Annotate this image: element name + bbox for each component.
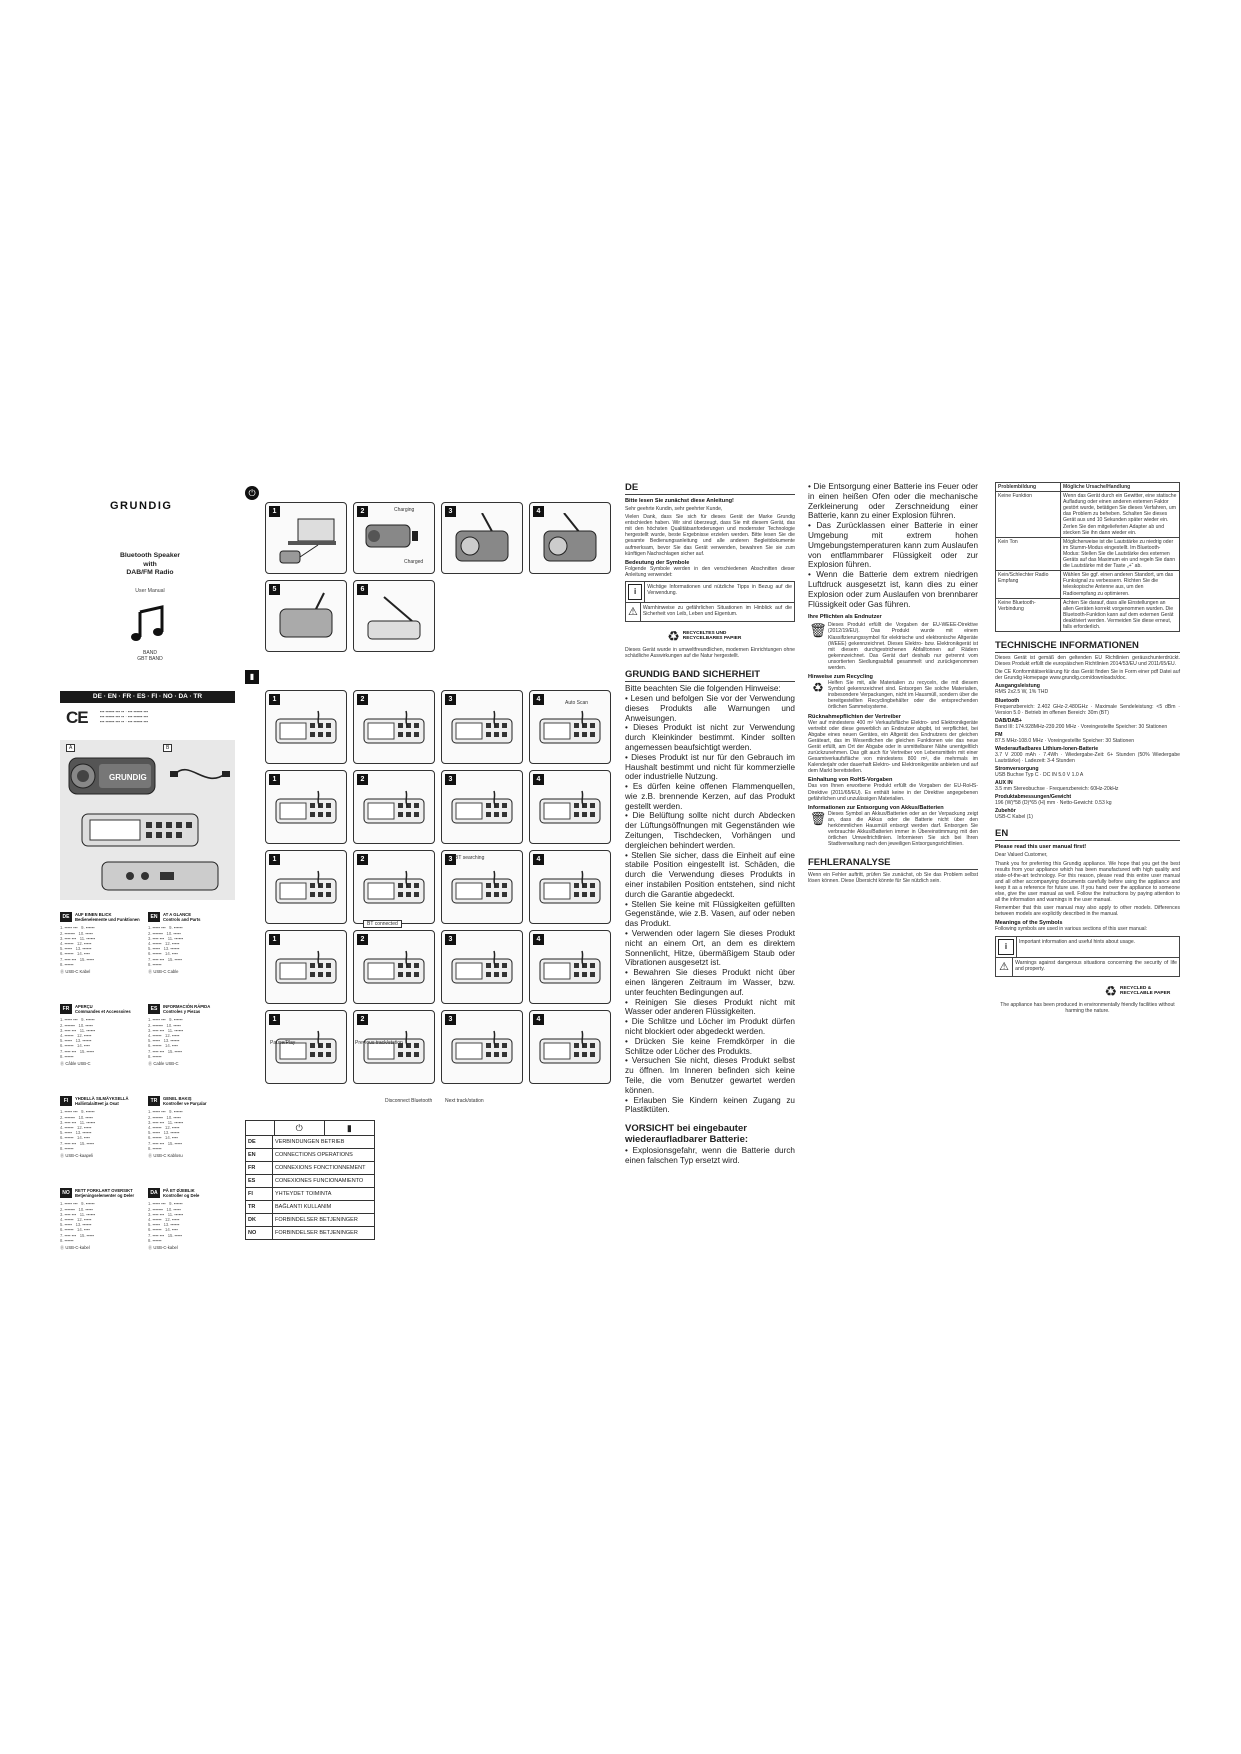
connections-table	[245, 1120, 375, 1240]
parts-cable-note: Ⓑ USB-C Kabel	[60, 969, 91, 975]
de-column-right	[808, 482, 978, 884]
trouble-problem: Kein/Schlechter Radio Empfang	[996, 571, 1061, 598]
tech-spec-key: Zubehör	[995, 808, 1016, 815]
cover-subtitle: User Manual	[135, 588, 165, 594]
trouble-col-problem: Problembildung	[996, 483, 1061, 492]
step-6: 6	[353, 580, 435, 652]
trouble-row	[996, 492, 1180, 538]
warning-icon-en: ⚠	[999, 960, 1010, 973]
de-sym-warn: Warnhinweise zu gefährlichen Situationen im Hinblick auf die Sicherheit von Leib, Leben und Eigentum.	[640, 603, 794, 621]
operation-step: 1	[265, 770, 347, 844]
parts-title: APERÇU	[75, 1004, 93, 1009]
operation-step: 2	[353, 690, 435, 764]
front-panel-illustration	[80, 810, 200, 850]
usb-cable-illustration	[170, 754, 230, 794]
connections-row	[245, 1149, 375, 1162]
operation-step: 4	[529, 690, 611, 764]
connections-code: ES	[248, 1178, 256, 1184]
power-icon: ⏻	[245, 486, 259, 500]
connections-text: BAĞLANTI KULLANIM	[272, 1201, 374, 1213]
de-read-first: Bitte lesen Sie zunächst diese Anleitung!	[625, 498, 734, 504]
de-warn-row	[625, 603, 795, 622]
lang-badge: EN	[148, 912, 160, 922]
operation-step: 1	[265, 690, 347, 764]
safety-bullet: • Stellen Sie sicher, dass die Einheit auf eine stabile Position eingestellt ist. Schäden, die durch die Verwendung dieses Produkts in einer instabilen Position entstehen, sind nicht durch die Garantie abgedeckt.	[625, 851, 795, 900]
parts-cable-note: Ⓑ Cable USB-C	[148, 1061, 179, 1067]
tech-spec	[995, 780, 1180, 792]
batt-disposal-row	[808, 811, 978, 848]
connections-row	[245, 1227, 375, 1240]
de-sym-info: Wichtige Informationen und nützliche Tipps in Bezug auf die Verwendung.	[644, 582, 794, 602]
parts-title: INFORMACIÓN RÁPIDA	[163, 1004, 211, 1009]
tech-spec-key: FM	[995, 731, 1003, 738]
tech-spec	[995, 794, 1180, 806]
pause-play-label: Pause/Play	[270, 1040, 296, 1046]
operation-step: 2	[353, 1010, 435, 1084]
connections-text: YHTEYDET TOIMINTA	[272, 1188, 374, 1200]
connections-row	[245, 1214, 375, 1227]
trouble-cause: Achten Sie darauf, dass alle Einstellungen an allen Geräten korrekt vorgenommen wurden. Die Bluetooth-Funktion kann auf dem externen Gerät deaktiviert werden. Vermeiden Sie diese erneut, falls erforderlich.	[1061, 598, 1180, 631]
language-bar: DE · EN · FR · ES · FI · NO · DA · TR	[60, 691, 235, 703]
en-remember: Remember that this user manual may also apply to other models. Differences between models are explicitly described in the manual.	[995, 905, 1180, 918]
parts-subtitle: Kontroller og Dele	[163, 1193, 200, 1199]
de-recycled-block	[625, 628, 795, 645]
cover-panel	[60, 480, 235, 1320]
en-warn-row	[995, 958, 1180, 977]
de-column-left	[625, 482, 795, 1166]
parts-section	[148, 1004, 232, 1066]
operation-step: 3	[441, 850, 523, 924]
tech-spec-value: USB-C Kabel (1)	[995, 814, 1033, 821]
de-recycle-heading: Hinweise zum Recycling	[808, 674, 873, 681]
en-info-row	[995, 936, 1180, 958]
bt-searching-label: BT searching	[455, 855, 485, 861]
battery-bin-icon: 🗑	[809, 810, 827, 826]
parts-title: AUF EINEN BLICK	[75, 912, 112, 917]
de-take-back-text: Wer auf mindestens 400 m² Verkaufsfläche Elektro- und Elektronikgeräte vertreibt oder diese gewerblich an Endnutzer abgibt, ist verpflichtet, bei Abgabe eines neuen Gerätes, ein Altgerät des Endnutzers der gleichen Geräteart, das im Wesentlichen die gleichen Funktionen wie das neue Gerät erfüllt, am Ort der Abgabe oder in unmittelbarer Nähe unentgeltlich zurückzunehmen. Das gilt auch für Vertreiber von Lebensmitteln mit einer Gesamtverkaufsfläche von mindestens 800 m², die mehrmals im Kalenderjahr oder dauerhaft Elektro- und Elektronikgeräte anbieten und auf dem Markt bereitstellen.	[808, 719, 978, 775]
trouble-problem: Keine Bluetooth-Verbindung	[996, 598, 1061, 631]
music-note-icon	[128, 604, 168, 649]
en-symbols-heading: Meanings of the Symbols	[995, 920, 1063, 927]
en-recycled-block	[995, 983, 1180, 1000]
tech-spec-key: Ausgangsleistung	[995, 683, 1040, 690]
tech-spec-value: 196 (W)*58 (D)*65 (H) mm · Netto-Gewicht: 0.53 kg	[995, 800, 1112, 807]
parts-cable-note: Ⓑ Câble USB-C	[60, 1061, 91, 1067]
tech-spec	[995, 698, 1180, 716]
parts-subtitle: Bedienelemente und Funktionen	[75, 917, 140, 923]
safety-bullet: • Versuchen Sie nicht, dieses Produkt selbst zu öffnen. Im Inneren befinden sich keine Teile, die vom Benutzer gewartet werden können.	[625, 1056, 795, 1095]
steps-panel	[245, 480, 615, 1280]
de-safety-list	[625, 694, 795, 1115]
connections-code: TR	[248, 1204, 256, 1210]
trouble-cause: Wenn das Gerät durch ein Gewitter, eine statische Aufladung oder einen anderen externen Faktor gestört wurde, betätigen Sie dieses Verfahren, um das Problem zu beheben. Schalten Sie dieses Gerät aus und 10 Sekunden später wieder ein. Zerlen Sie den mitgelieferten Adapter ab und stecken Sie ihn dann wieder ein.	[1061, 492, 1180, 538]
trouble-problem: Kein Ton	[996, 537, 1061, 570]
speaker-illustration	[65, 750, 160, 800]
de-heading: DE	[625, 482, 795, 495]
safety-bullet: • Lesen und befolgen Sie vor der Verwendung dieses Produkts alle Warnungen und Anweisungen.	[625, 694, 795, 723]
operation-step: 3	[441, 930, 523, 1004]
weee-bin-icon: 🗑	[809, 622, 827, 639]
de-recycle-text: Helfen Sie mit, alle Materialien zu recyceln, die mit diesem Symbol gekennzeichnet sind. Entsorgen Sie solche Materialien, insbesondere Verpackungen, nicht im Hausmüll, sondern über die bereitgestellten Recyclingbehälter oder die entsprechenden örtlichen Sammelsysteme.	[828, 680, 978, 711]
trouble-table	[995, 482, 1180, 632]
de-battery-list-a	[625, 1146, 795, 1166]
safety-bullet: • Drücken Sie keine Fremdkörper in die Schlitze oder Löcher des Produkts.	[625, 1037, 795, 1057]
de-info-row	[625, 581, 795, 603]
parts-list: 1. ▪▪▪▪▪ ▪▪▪ 9. ▪▪▪▪▪▪ 2. ▪▪▪▪▪▪▪ 10. ▪▪▪▪▪ 3. ▪▪▪▪ ▪▪▪ 11. ▪▪▪▪▪▪ 4. ▪▪▪▪▪▪ 12. ▪▪▪▪▪ 5. ▪▪▪▪▪ 13. ▪▪▪▪▪▪ 6. ▪▪▪▪▪▪ 14. ▪▪▪▪ 7. ▪▪▪▪ ▪▪▪ 15. ▪▪▪▪▪ 8. ▪▪▪▪▪▪	[148, 1201, 184, 1243]
operation-step: 2	[353, 930, 435, 1004]
step-5: 5	[265, 580, 347, 652]
operation-step: 1	[265, 1010, 347, 1084]
model-label: BAND GBT BAND	[137, 650, 163, 662]
tech-spec-value: 87.5 MHz-108.0 MHz · Voreingestellte Speicher: 30 Stationen	[995, 737, 1135, 744]
parts-cable-note: Ⓑ USB-C-kabel	[148, 1245, 178, 1251]
parts-list: 1. ▪▪▪▪▪ ▪▪▪ 9. ▪▪▪▪▪▪ 2. ▪▪▪▪▪▪▪ 10. ▪▪▪▪▪ 3. ▪▪▪▪ ▪▪▪ 11. ▪▪▪▪▪▪ 4. ▪▪▪▪▪▪ 12. ▪▪▪▪▪ 5. ▪▪▪▪▪ 13. ▪▪▪▪▪▪ 6. ▪▪▪▪▪▪ 14. ▪▪▪▪ 7. ▪▪▪▪ ▪▪▪ 15. ▪▪▪▪▪ 8. ▪▪▪▪▪▪	[60, 1109, 96, 1151]
tech-spec-value: RMS 2x2.5 W, 1% THD	[995, 689, 1049, 696]
label-a: A	[66, 744, 75, 752]
parts-list: 1. ▪▪▪▪▪ ▪▪▪ 9. ▪▪▪▪▪▪ 2. ▪▪▪▪▪▪▪ 10. ▪▪▪▪▪ 3. ▪▪▪▪ ▪▪▪ 11. ▪▪▪▪▪▪ 4. ▪▪▪▪▪▪ 12. ▪▪▪▪▪ 5. ▪▪▪▪▪ 13. ▪▪▪▪▪▪ 6. ▪▪▪▪▪▪ 14. ▪▪▪▪ 7. ▪▪▪▪ ▪▪▪ 15. ▪▪▪▪▪ 8. ▪▪▪▪▪▪	[60, 1017, 96, 1059]
right-column	[995, 482, 1180, 1014]
de-rohs-heading: Einhaltung von RoHS-Vorgaben	[808, 777, 893, 784]
lang-badge: FI	[60, 1096, 72, 1106]
parts-list: 1. ▪▪▪▪▪ ▪▪▪ 9. ▪▪▪▪▪▪ 2. ▪▪▪▪▪▪▪ 10. ▪▪▪▪▪ 3. ▪▪▪▪ ▪▪▪ 11. ▪▪▪▪▪▪ 4. ▪▪▪▪▪▪ 12. ▪▪▪▪▪ 5. ▪▪▪▪▪ 13. ▪▪▪▪▪▪ 6. ▪▪▪▪▪▪ 14. ▪▪▪▪ 7. ▪▪▪▪ ▪▪▪ 15. ▪▪▪▪▪ 8. ▪▪▪▪▪▪	[148, 1109, 184, 1151]
device-panel	[60, 740, 235, 900]
parts-section	[60, 912, 144, 974]
safety-bullet: • Bewahren Sie dieses Produkt nicht über einen längeren Zeitraum im Wasser, bzw. unter feuchten Bedingungen auf.	[625, 968, 795, 997]
tech-spec-key: Bluetooth	[995, 697, 1020, 704]
connections-code: FI	[248, 1191, 253, 1197]
safety-bullet: • Die Schlitze und Löcher im Produkt dürfen nicht blockiert oder abgedeckt werden.	[625, 1017, 795, 1037]
connections-text: CONNEXIONS FONCTIONNEMENT	[272, 1162, 374, 1174]
parts-subtitle: Kontroller ve Parçalar	[163, 1101, 207, 1107]
parts-list: 1. ▪▪▪▪▪ ▪▪▪ 9. ▪▪▪▪▪▪ 2. ▪▪▪▪▪▪▪ 10. ▪▪▪▪▪ 3. ▪▪▪▪ ▪▪▪ 11. ▪▪▪▪▪▪ 4. ▪▪▪▪▪▪ 12. ▪▪▪▪▪ 5. ▪▪▪▪▪ 13. ▪▪▪▪▪▪ 6. ▪▪▪▪▪▪ 14. ▪▪▪▪ 7. ▪▪▪▪ ▪▪▪ 15. ▪▪▪▪▪ 8. ▪▪▪▪▪▪	[148, 925, 184, 967]
safety-bullet: • Dieses Produkt ist nicht zur Verwendung durch Kleinkinder bestimmt. Kinder sollten angemessen beaufsichtigt werden.	[625, 723, 795, 752]
lang-badge: FR	[60, 1004, 72, 1014]
de-batt-disposal-text: Dieses Symbol an Akkus/Batterien oder an der Verpackung zeigt an, dass die Akkus oder die Batterie nicht über den herkömmlichen Hausmüll entsorgt werden darf. Entsorgen Sie verbrauchte Akkus/Batterien immer in Übereinstimmung mit den örtlichen Umweltrichtlinien. Informieren Sie sich bei Ihren Stadtverwaltung nach den jeweiligen Entsorgungsrichtlinien.	[828, 810, 978, 848]
parts-title: PÅ ET ØJEBLIK	[163, 1188, 195, 1193]
info-icon-en: i	[998, 939, 1014, 955]
tech-spec	[995, 732, 1180, 744]
tech-spec	[995, 718, 1180, 730]
label-b: B	[163, 744, 172, 752]
de-battery-heading: VORSICHT bei eingebauter wiederaufladbarer Batterie:	[625, 1123, 749, 1146]
parts-title: YHDELLÄ SILMÄYKSELLÄ	[75, 1096, 129, 1101]
operation-step: 4	[529, 770, 611, 844]
connections-text: CONNECTIONS OPERATIONS	[272, 1149, 374, 1161]
safety-bullet: • Verwenden oder lagern Sie dieses Produkt nicht an einem Ort, an dem es direktem Sonnenlicht, Hitze, übermäßigem Staub oder Vibrationen ausgesetzt ist.	[625, 929, 795, 968]
connections-text: FORBINDELSER BETJENINGER	[272, 1227, 374, 1239]
trouble-row	[996, 537, 1180, 570]
connections-text: CONEXIONES FUNCIONAMIENTO	[272, 1175, 374, 1187]
step-2: 2 Charging Charged	[353, 502, 435, 574]
safety-bullet: • Reinigen Sie dieses Produkt nicht mit Wasser oder anderen Flüssigkeiten.	[625, 998, 795, 1018]
parts-section	[148, 912, 232, 974]
parts-cable-note: Ⓑ USB-C-kabel	[60, 1245, 90, 1251]
lang-badge: DE	[60, 912, 72, 922]
trouble-problem: Keine Funktion	[996, 492, 1061, 538]
connections-row	[245, 1201, 375, 1214]
disconnect-label: Disconnect Bluetooth	[385, 1098, 433, 1104]
tech-intro: Dieses Gerät ist gemäß den geltenden EU Richtlinien geräuschunterdrückt. Dieses Produkt erfüllt die europäischen Richtlinien 2014/53/EU und 2011/65/EU.	[995, 655, 1180, 668]
step-4: 4	[529, 502, 611, 574]
previous-track-label: Previous track/station	[355, 1040, 403, 1046]
lang-badge: ES	[148, 1004, 160, 1014]
connections-row	[245, 1136, 375, 1149]
next-track-label: Next track/station	[445, 1098, 484, 1104]
en-sym-warn: Warnings against dangerous situations concerning the security of life and property.	[1012, 958, 1179, 976]
tech-heading: TECHNISCHE INFORMATIONEN	[995, 640, 1180, 653]
operation-step: 3	[441, 1010, 523, 1084]
de-take-back-heading: Rücknahmepflichten der Vertreiber	[808, 713, 901, 720]
trouble-col-cause: Mögliche Ursache/Handlung	[1061, 483, 1180, 492]
connections-code: FR	[248, 1165, 256, 1171]
lang-badge: TR	[148, 1096, 160, 1106]
de-batt-disposal-heading: Informationen zur Entsorgung von Akkus/Batterien	[808, 804, 944, 811]
auto-scan-label: Auto Scan	[565, 700, 589, 706]
tech-spec-value: 3.7 V 2000 mAh · 7.4Wh · Wiedergabe-Zeit: 6+ Stunden (50% Wiedergabe Lautstärke) · Ladezeit: 3-4 Stunden	[995, 751, 1180, 764]
parts-section	[148, 1188, 232, 1250]
lang-badge: NO	[60, 1188, 72, 1198]
operation-step: 3	[441, 690, 523, 764]
operation-step: 4	[529, 1010, 611, 1084]
connections-text: FORBINDELSER BETJENINGER	[272, 1214, 374, 1226]
weee-row	[808, 622, 978, 671]
en-heading: EN	[995, 828, 1180, 841]
operation-step: 4	[529, 930, 611, 1004]
en-greeting: Dear Valued Customer,	[995, 852, 1048, 859]
de-intro: Vielen Dank, dass Sie sich für dieses Gerät der Marke Grundig entschieden haben. Wir sind überzeugt, dass Sie mit diesem Gerät, das mit den höchsten Qualitätsanforderungen und modernster Technologie hergestellt wurde, beste Ergebnisse erzielen werden. Bitte lesen Sie die gesamte Bedienungsanleitung und alle anderen Begleitdokumente aufmerksam, bevor Sie das Gerät verwenden, bewahren Sie sie zum künftigen Nachschlagen sicher auf.	[625, 514, 795, 557]
de-recycled: RECYCELTES UND RECYCELBARES PAPIER	[682, 631, 742, 642]
power-icon-2: ⏻	[274, 1121, 324, 1135]
en-recycled-note: The appliance has been produced in environmentally friendly facilities without harming the nature.	[1000, 1001, 1175, 1014]
tech-spec	[995, 746, 1180, 764]
de-battery-list-b	[808, 482, 978, 609]
bt-connected-label: BT connected	[363, 920, 402, 928]
parts-subtitle: Controles y Piezas	[163, 1009, 201, 1015]
cover-title: Bluetooth Speaker with DAB/FM Radio	[119, 552, 181, 576]
operation-step: 3	[441, 770, 523, 844]
de-trouble-heading: FEHLERANALYSE	[808, 857, 978, 870]
tech-spec-value: Band III: 174.928MHz-239.200 MHz · Voreingestellte Speicher: 30 Stationen	[995, 723, 1168, 730]
parts-list: 1. ▪▪▪▪▪ ▪▪▪ 9. ▪▪▪▪▪▪ 2. ▪▪▪▪▪▪▪ 10. ▪▪▪▪▪ 3. ▪▪▪▪ ▪▪▪ 11. ▪▪▪▪▪▪ 4. ▪▪▪▪▪▪ 12. ▪▪▪▪▪ 5. ▪▪▪▪▪ 13. ▪▪▪▪▪▪ 6. ▪▪▪▪▪▪ 14. ▪▪▪▪ 7. ▪▪▪▪ ▪▪▪ 15. ▪▪▪▪▪ 8. ▪▪▪▪▪▪	[148, 1017, 184, 1059]
parts-title: RETT FORKLART OVERSIKT	[75, 1188, 133, 1193]
de-duties-heading: Ihre Pflichten als Endnutzer	[808, 614, 882, 621]
tech-spec-key: Wiederaufladbares Lithium-Ionen-Batterie	[995, 745, 1099, 752]
recycle-icon-2: ♻	[812, 680, 824, 696]
tech-spec-list	[995, 683, 1180, 820]
book-icon-2: ▮	[324, 1121, 374, 1135]
parts-section	[148, 1096, 232, 1158]
en-intro: Thank you for preferring this Grundig appliance. We hope that you get the best results from your appliance which has been manufactured with high quality and state-of-the-art technology. For this reason, please read this entire user manual and all other accompanying documents carefully before using the appliance and keep it as a reference for future use. If you hand over the appliance to someone else, give the user manual as well. Follow the instructions by paying attention to all the information and warnings in the user manual.	[995, 860, 1180, 904]
tech-spec	[995, 808, 1180, 820]
tech-spec-key: AUX IN	[995, 780, 1013, 787]
tech-spec-value: USB Buchse Typ C · DC IN 5.0 V 1.0 A	[995, 772, 1084, 779]
tech-spec-key: DAB/DAB+	[995, 717, 1022, 724]
de-safety-intro: Bitte beachten Sie die folgenden Hinweise:	[625, 684, 781, 694]
ce-mark-icon: CE	[66, 708, 88, 727]
tech-spec	[995, 766, 1180, 778]
de-rohs-text: Das von Ihnen erworbene Produkt erfüllt die Vorgaben der EU-RoHS-Direktive (2011/65/EU). Es enthält keine in der Direktive angegebenen gefährlichen und unzulässigen Materialien.	[808, 783, 978, 802]
en-recycled: RECYCLED & RECYCLABLE PAPER	[1120, 986, 1171, 996]
connections-row	[245, 1162, 375, 1175]
connections-text: VERBINDUNGEN BETRIEB	[272, 1136, 374, 1148]
connections-code: EN	[248, 1152, 256, 1158]
tech-spec-key: Produktabmessungen/Gewicht	[995, 794, 1072, 801]
battery-bullet: • Die Entsorgung einer Batterie ins Feuer oder in einen heißen Ofen oder die mechanische Zerkleinerung oder Zerschneidung einer Batterie, kann zu einer Explosion führen.	[808, 482, 978, 521]
de-symbols-text: Folgende Symbole werden in den verschiedenen Abschnitten dieser Anleitung verwendet:	[625, 565, 795, 578]
parts-subtitle: Controls and Parts	[163, 917, 201, 923]
trouble-row	[996, 598, 1180, 631]
parts-section	[60, 1004, 144, 1066]
safety-bullet: • Stellen Sie keine mit Flüssigkeiten gefüllten Gegenstände, wie z.B. Vasen, auf oder neben das Produkt.	[625, 900, 795, 929]
connections-row	[245, 1188, 375, 1201]
info-icon: i	[628, 584, 642, 600]
connections-row	[245, 1175, 375, 1188]
connections-code: DK	[248, 1217, 256, 1223]
parts-list: 1. ▪▪▪▪▪ ▪▪▪ 9. ▪▪▪▪▪▪ 2. ▪▪▪▪▪▪▪ 10. ▪▪▪▪▪ 3. ▪▪▪▪ ▪▪▪ 11. ▪▪▪▪▪▪ 4. ▪▪▪▪▪▪ 12. ▪▪▪▪▪ 5. ▪▪▪▪▪ 13. ▪▪▪▪▪▪ 6. ▪▪▪▪▪▪ 14. ▪▪▪▪ 7. ▪▪▪▪ ▪▪▪ 15. ▪▪▪▪▪ 8. ▪▪▪▪▪▪	[60, 925, 96, 967]
step-1: 1	[265, 502, 347, 574]
en-symbols-text: Following symbols are used in various sections of this user manual:	[995, 926, 1148, 933]
trouble-cause: Möglicherweise ist die Lautstärke zu niedrig oder im Stumm-Modus eingestellt. Im Bluetooth-Modus: Stellen Sie die Lautstärke des externen Geräts auf das Maximum ein und regeln Sie dann die Lautstärke mit der Taste „+“ ab.	[1061, 537, 1180, 570]
ce-codes: ▪▪▪ ▪▪▪▪▪▪ ▪▪▪ ▪▪ · ▪▪▪ ▪▪▪▪▪▪ ▪▪▪ ▪▪▪ ▪▪▪▪▪▪ ▪▪▪ ▪▪ · ▪▪▪ ▪▪▪▪▪▪ ▪▪▪ ▪▪▪ ▪▪▪▪▪▪ ▪▪▪ ▪▪ · ▪▪▪ ▪▪▪▪▪▪ ▪▪▪	[100, 709, 149, 725]
recycle-icon: ♻	[667, 627, 680, 644]
connections-code: NO	[248, 1230, 257, 1236]
battery-bullet: • Das Zurücklassen einer Batterie in einer Umgebung mit extrem hohen Umgebungstemperaturen kann zum Auslaufen von entflammbarer Flüssigkeit oder zur Explosion führen.	[808, 521, 978, 570]
de-greeting: Sehr geehrte Kundin, sehr geehrter Kunde,	[625, 506, 723, 512]
warning-icon: ⚠	[628, 605, 638, 618]
safety-bullet: • Die Belüftung sollte nicht durch Abdecken der Lüftungsöffnungen mit Gegenständen wie Zeitungen, Tischdecken, Vorhängen und dergleichen behindert werden.	[625, 811, 795, 850]
tech-doc: Die CE Konformitätserklärung für das Gerät finden Sie in Form einer pdf Datei auf der Grundig Homepage www.grundig.com/downloads/doc.	[995, 669, 1180, 682]
parts-cable-note: Ⓑ USB-C Kablosu	[148, 1153, 183, 1159]
parts-section	[60, 1188, 144, 1250]
recycle-row	[808, 680, 978, 710]
battery-bullet: • Explosionsgefahr, wenn die Batterie durch einen falschen Typ ersetzt wird.	[625, 1146, 795, 1166]
step-3: 3	[441, 502, 523, 574]
operation-step: 2	[353, 770, 435, 844]
safety-bullet: • Dieses Produkt ist nur für den Gebrauch im Haushalt bestimmt und nicht für kommerzielle oder industrielle Nutzung.	[625, 753, 795, 782]
tech-spec	[995, 683, 1180, 695]
operation-step: 1	[265, 930, 347, 1004]
parts-cable-note: Ⓑ USB-C Cable	[148, 969, 179, 975]
parts-title: AT A GLANCE	[163, 912, 191, 917]
safety-bullet: • Es dürfen keine offenen Flammenquellen, wie z.B. brennende Kerzen, auf das Produkt gestellt werden.	[625, 782, 795, 811]
parts-title: GENEL BAKIŞ	[163, 1096, 192, 1101]
back-panel-illustration	[100, 858, 220, 894]
recycle-icon-en: ♻	[1104, 982, 1117, 999]
brand-logo: GRUNDIG	[110, 500, 173, 512]
de-safety-heading: GRUNDIG BAND SICHERHEIT	[625, 669, 795, 682]
trouble-row	[996, 571, 1180, 598]
tech-spec-value: 3.5 mm Stereobuchse · Frequenzbereich: 60Hz-20kHz	[995, 786, 1119, 793]
tech-spec-value: Frequenzbereich: 2.402 GHz-2.480GHz · Maximale Sendeleistung: <5 dBm · Version 5.0 · Betrieb im offenen Bereich: 30m (BT)	[995, 703, 1180, 716]
en-read-first: Please read this user manual first!	[995, 844, 1087, 851]
battery-bullet: • Wenn die Batterie dem extrem niedrigen Luftdruck ausgesetzt ist, kann dies zu einer Explosion oder zum Auslaufen von brennbarer Flüssigkeit oder Gas führen.	[808, 570, 978, 609]
safety-bullet: • Erlauben Sie Kindern keinen Zugang zu Plastiktüten.	[625, 1096, 795, 1116]
operation-step: 1	[265, 850, 347, 924]
parts-cable-note: Ⓑ USB-C-kaapeli	[60, 1153, 94, 1159]
trouble-cause: Wählen Sie ggf. einen anderen Standort, um das Funksignal zu verbessern. Richten Sie die teleskopische Antenne aus, um den Radioempfang zu optimieren.	[1061, 571, 1180, 598]
tech-spec-key: Stromversorgung	[995, 766, 1039, 773]
parts-subtitle: Betjeningselementer og Deler	[75, 1193, 135, 1199]
de-recycled-note: Dieses Gerät wurde in umweltfreundlichen, modernen Einrichtungen ohne schädliche Auswirkungen auf die Natur hergestellt.	[625, 646, 795, 660]
en-sym-info: Important information and useful hints about usage.	[1016, 937, 1137, 957]
parts-subtitle: Commandes et Accessoires	[75, 1009, 131, 1015]
book-icon: ▮	[245, 670, 259, 684]
svg-text:GRUNDIG: GRUNDIG	[109, 773, 147, 782]
operation-step: 2	[353, 850, 435, 924]
de-trouble-text: Wenn ein Fehler auftritt, prüfen Sie zunächst, ob Sie das Problem selbst lösen können. Diese Übersicht könnte für Sie nützlich sein.	[808, 872, 978, 885]
de-symbols-heading: Bedeutung der Symbole	[625, 559, 690, 566]
parts-section	[60, 1096, 144, 1158]
de-duties-text: Dieses Produkt erfüllt die Vorgaben der EU-WEEE-Direktive (2012/19/EU). Das Produkt wurde mit einem Klassifizierungssymbol für elektrische und elektronische Altgeräte (WEEE) gekennzeichnet. Dieses Elektro- bzw. Elektronikgerät ist mit diesem durchgestrichenen Abfalltonnen auf Rädern gekennzeichnet. Das Gerät darf deshalb nur getrennt vom unsortierten Siedlungsabfall gesammelt und zurückgenommen werden.	[828, 622, 978, 672]
lang-badge: DA	[148, 1188, 160, 1198]
parts-subtitle: Hallintalaitteet ja Osat	[75, 1101, 119, 1107]
parts-list: 1. ▪▪▪▪▪ ▪▪▪ 9. ▪▪▪▪▪▪ 2. ▪▪▪▪▪▪▪ 10. ▪▪▪▪▪ 3. ▪▪▪▪ ▪▪▪ 11. ▪▪▪▪▪▪ 4. ▪▪▪▪▪▪ 12. ▪▪▪▪▪ 5. ▪▪▪▪▪ 13. ▪▪▪▪▪▪ 6. ▪▪▪▪▪▪ 14. ▪▪▪▪ 7. ▪▪▪▪ ▪▪▪ 15. ▪▪▪▪▪ 8. ▪▪▪▪▪▪	[60, 1201, 96, 1243]
connections-code: DE	[248, 1139, 256, 1145]
operation-step: 4	[529, 850, 611, 924]
